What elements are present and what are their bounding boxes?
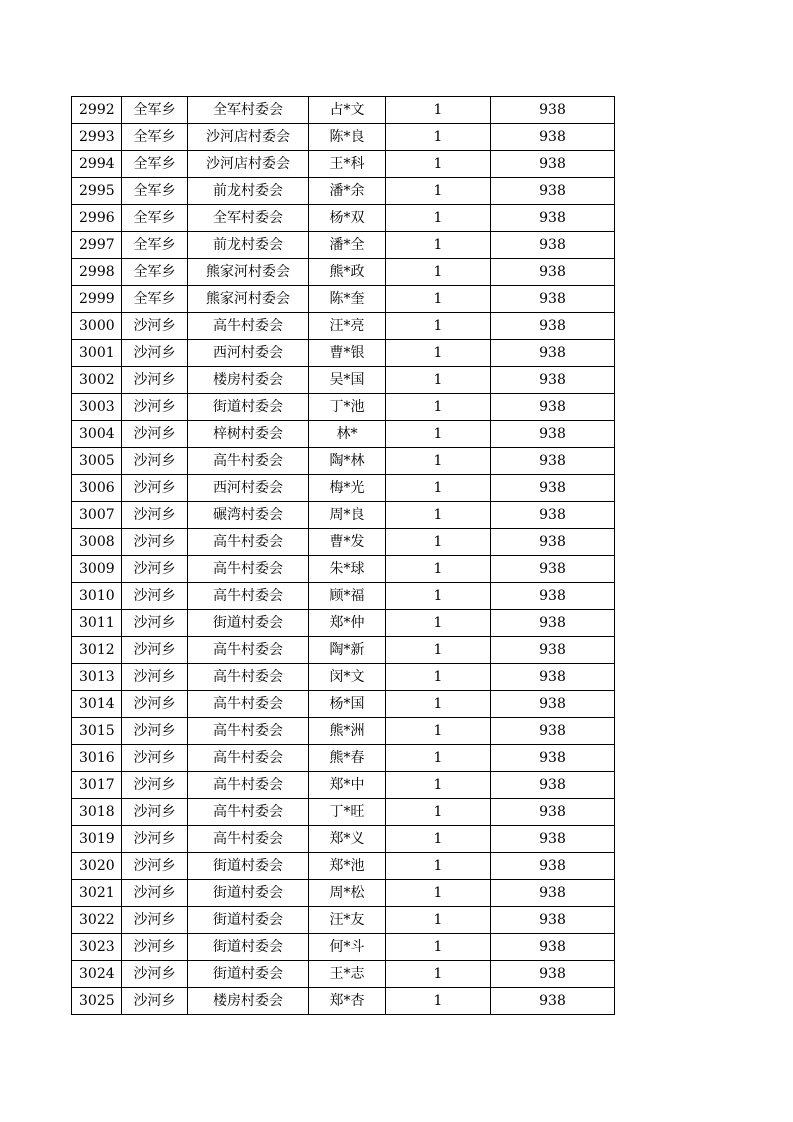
amount-cell: 938 (491, 502, 615, 529)
person-name-cell: 王*志 (309, 961, 386, 988)
table-row (72, 907, 615, 934)
village-committee-cell: 全军村委会 (188, 205, 309, 232)
amount-cell: 938 (491, 448, 615, 475)
row-number-cell: 3001 (72, 340, 122, 367)
table-row (72, 556, 615, 583)
amount-cell: 938 (491, 907, 615, 934)
village-committee-cell: 高牛村委会 (188, 556, 309, 583)
row-number-cell: 3021 (72, 880, 122, 907)
count-cell: 1 (386, 880, 491, 907)
count-cell: 1 (386, 340, 491, 367)
person-name-cell: 郑*仲 (309, 610, 386, 637)
table-row (72, 367, 615, 394)
village-committee-cell: 碾湾村委会 (188, 502, 309, 529)
table-row (72, 151, 615, 178)
township-cell: 沙河乡 (122, 880, 188, 907)
count-cell: 1 (386, 394, 491, 421)
township-cell: 沙河乡 (122, 448, 188, 475)
count-cell: 1 (386, 151, 491, 178)
township-cell: 沙河乡 (122, 853, 188, 880)
count-cell: 1 (386, 718, 491, 745)
village-committee-cell: 高牛村委会 (188, 772, 309, 799)
count-cell: 1 (386, 988, 491, 1015)
count-cell: 1 (386, 178, 491, 205)
village-committee-cell: 高牛村委会 (188, 664, 309, 691)
amount-cell: 938 (491, 826, 615, 853)
person-name-cell: 曹*发 (309, 529, 386, 556)
count-cell: 1 (386, 124, 491, 151)
table-row (72, 448, 615, 475)
person-name-cell: 何*斗 (309, 934, 386, 961)
table-row (72, 178, 615, 205)
amount-cell: 938 (491, 610, 615, 637)
count-cell: 1 (386, 826, 491, 853)
person-name-cell: 熊*春 (309, 745, 386, 772)
table-row (72, 961, 615, 988)
person-name-cell: 陈*良 (309, 124, 386, 151)
table-row (72, 772, 615, 799)
amount-cell: 938 (491, 124, 615, 151)
township-cell: 沙河乡 (122, 961, 188, 988)
amount-cell: 938 (491, 475, 615, 502)
person-name-cell: 周*松 (309, 880, 386, 907)
table-row (72, 286, 615, 313)
amount-cell: 938 (491, 421, 615, 448)
village-committee-cell: 高牛村委会 (188, 745, 309, 772)
table-row (72, 259, 615, 286)
person-name-cell: 占*文 (309, 97, 386, 124)
township-cell: 全军乡 (122, 286, 188, 313)
township-cell: 沙河乡 (122, 502, 188, 529)
village-committee-cell: 街道村委会 (188, 610, 309, 637)
row-number-cell: 3016 (72, 745, 122, 772)
amount-cell: 938 (491, 340, 615, 367)
amount-cell: 938 (491, 151, 615, 178)
township-cell: 全军乡 (122, 259, 188, 286)
row-number-cell: 3010 (72, 583, 122, 610)
table-row (72, 610, 615, 637)
table-row (72, 475, 615, 502)
township-cell: 沙河乡 (122, 745, 188, 772)
village-committee-cell: 熊家河村委会 (188, 286, 309, 313)
village-committee-cell: 高牛村委会 (188, 583, 309, 610)
village-committee-cell: 熊家河村委会 (188, 259, 309, 286)
person-name-cell: 梅*光 (309, 475, 386, 502)
row-number-cell: 3023 (72, 934, 122, 961)
amount-cell: 938 (491, 394, 615, 421)
table-row (72, 745, 615, 772)
amount-cell: 938 (491, 988, 615, 1015)
village-committee-cell: 高牛村委会 (188, 826, 309, 853)
row-number-cell: 3013 (72, 664, 122, 691)
village-committee-cell: 西河村委会 (188, 340, 309, 367)
township-cell: 沙河乡 (122, 772, 188, 799)
person-name-cell: 郑*杏 (309, 988, 386, 1015)
township-cell: 沙河乡 (122, 907, 188, 934)
row-number-cell: 3009 (72, 556, 122, 583)
count-cell: 1 (386, 232, 491, 259)
person-name-cell: 汪*亮 (309, 313, 386, 340)
row-number-cell: 3003 (72, 394, 122, 421)
table-row (72, 637, 615, 664)
person-name-cell: 杨*国 (309, 691, 386, 718)
township-cell: 沙河乡 (122, 529, 188, 556)
count-cell: 1 (386, 205, 491, 232)
village-committee-cell: 高牛村委会 (188, 529, 309, 556)
township-cell: 沙河乡 (122, 637, 188, 664)
amount-cell: 938 (491, 934, 615, 961)
person-name-cell: 杨*双 (309, 205, 386, 232)
village-committee-cell: 前龙村委会 (188, 232, 309, 259)
amount-cell: 938 (491, 880, 615, 907)
person-name-cell: 陶*新 (309, 637, 386, 664)
amount-cell: 938 (491, 259, 615, 286)
amount-cell: 938 (491, 97, 615, 124)
row-number-cell: 3025 (72, 988, 122, 1015)
village-committee-cell: 街道村委会 (188, 853, 309, 880)
person-name-cell: 顾*福 (309, 583, 386, 610)
person-name-cell: 丁*池 (309, 394, 386, 421)
count-cell: 1 (386, 637, 491, 664)
township-cell: 沙河乡 (122, 583, 188, 610)
amount-cell: 938 (491, 799, 615, 826)
person-name-cell: 郑*中 (309, 772, 386, 799)
table-row (72, 340, 615, 367)
count-cell: 1 (386, 313, 491, 340)
table-row (72, 232, 615, 259)
row-number-cell: 3007 (72, 502, 122, 529)
count-cell: 1 (386, 853, 491, 880)
count-cell: 1 (386, 286, 491, 313)
village-committee-cell: 高牛村委会 (188, 448, 309, 475)
person-name-cell: 汪*友 (309, 907, 386, 934)
village-committee-cell: 全军村委会 (188, 97, 309, 124)
row-number-cell: 3008 (72, 529, 122, 556)
township-cell: 全军乡 (122, 97, 188, 124)
row-number-cell: 2995 (72, 178, 122, 205)
count-cell: 1 (386, 529, 491, 556)
table-row (72, 421, 615, 448)
village-committee-cell: 街道村委会 (188, 934, 309, 961)
count-cell: 1 (386, 475, 491, 502)
township-cell: 全军乡 (122, 178, 188, 205)
amount-cell: 938 (491, 313, 615, 340)
table-row (72, 529, 615, 556)
amount-cell: 938 (491, 745, 615, 772)
amount-cell: 938 (491, 232, 615, 259)
row-number-cell: 3022 (72, 907, 122, 934)
row-number-cell: 3005 (72, 448, 122, 475)
count-cell: 1 (386, 259, 491, 286)
village-committee-cell: 高牛村委会 (188, 718, 309, 745)
township-cell: 沙河乡 (122, 988, 188, 1015)
township-cell: 沙河乡 (122, 691, 188, 718)
count-cell: 1 (386, 610, 491, 637)
person-name-cell: 熊*洲 (309, 718, 386, 745)
person-name-cell: 闵*文 (309, 664, 386, 691)
person-name-cell: 陶*林 (309, 448, 386, 475)
village-committee-cell: 沙河店村委会 (188, 151, 309, 178)
township-cell: 沙河乡 (122, 421, 188, 448)
count-cell: 1 (386, 961, 491, 988)
village-committee-cell: 高牛村委会 (188, 799, 309, 826)
row-number-cell: 2992 (72, 97, 122, 124)
roster-table (71, 96, 615, 1015)
row-number-cell: 2996 (72, 205, 122, 232)
count-cell: 1 (386, 691, 491, 718)
row-number-cell: 3020 (72, 853, 122, 880)
village-committee-cell: 街道村委会 (188, 880, 309, 907)
count-cell: 1 (386, 583, 491, 610)
person-name-cell: 丁*旺 (309, 799, 386, 826)
row-number-cell: 3006 (72, 475, 122, 502)
count-cell: 1 (386, 745, 491, 772)
count-cell: 1 (386, 556, 491, 583)
amount-cell: 938 (491, 205, 615, 232)
person-name-cell: 朱*球 (309, 556, 386, 583)
table-row (72, 691, 615, 718)
row-number-cell: 3011 (72, 610, 122, 637)
amount-cell: 938 (491, 367, 615, 394)
township-cell: 沙河乡 (122, 610, 188, 637)
township-cell: 沙河乡 (122, 556, 188, 583)
village-committee-cell: 楼房村委会 (188, 367, 309, 394)
count-cell: 1 (386, 907, 491, 934)
amount-cell: 938 (491, 718, 615, 745)
village-committee-cell: 街道村委会 (188, 394, 309, 421)
count-cell: 1 (386, 97, 491, 124)
count-cell: 1 (386, 367, 491, 394)
township-cell: 沙河乡 (122, 313, 188, 340)
amount-cell: 938 (491, 583, 615, 610)
township-cell: 沙河乡 (122, 826, 188, 853)
row-number-cell: 3019 (72, 826, 122, 853)
row-number-cell: 3015 (72, 718, 122, 745)
count-cell: 1 (386, 934, 491, 961)
row-number-cell: 3000 (72, 313, 122, 340)
table-row (72, 853, 615, 880)
village-committee-cell: 街道村委会 (188, 961, 309, 988)
amount-cell: 938 (491, 529, 615, 556)
table-row (72, 718, 615, 745)
row-number-cell: 2997 (72, 232, 122, 259)
count-cell: 1 (386, 772, 491, 799)
village-committee-cell: 楼房村委会 (188, 988, 309, 1015)
amount-cell: 938 (491, 853, 615, 880)
township-cell: 全军乡 (122, 205, 188, 232)
row-number-cell: 2998 (72, 259, 122, 286)
table-row (72, 205, 615, 232)
person-name-cell: 郑*义 (309, 826, 386, 853)
amount-cell: 938 (491, 556, 615, 583)
person-name-cell: 林* (309, 421, 386, 448)
table-row (72, 313, 615, 340)
township-cell: 沙河乡 (122, 934, 188, 961)
village-committee-cell: 高牛村委会 (188, 637, 309, 664)
village-committee-cell: 高牛村委会 (188, 313, 309, 340)
township-cell: 沙河乡 (122, 475, 188, 502)
row-number-cell: 3014 (72, 691, 122, 718)
table-row (72, 502, 615, 529)
row-number-cell: 2999 (72, 286, 122, 313)
township-cell: 沙河乡 (122, 340, 188, 367)
row-number-cell: 2993 (72, 124, 122, 151)
amount-cell: 938 (491, 961, 615, 988)
table-row (72, 934, 615, 961)
township-cell: 全军乡 (122, 151, 188, 178)
row-number-cell: 3024 (72, 961, 122, 988)
count-cell: 1 (386, 448, 491, 475)
row-number-cell: 3002 (72, 367, 122, 394)
count-cell: 1 (386, 799, 491, 826)
person-name-cell: 曹*银 (309, 340, 386, 367)
count-cell: 1 (386, 664, 491, 691)
amount-cell: 938 (491, 691, 615, 718)
township-cell: 全军乡 (122, 124, 188, 151)
table-row (72, 799, 615, 826)
table-row (72, 394, 615, 421)
table-row (72, 583, 615, 610)
person-name-cell: 王*科 (309, 151, 386, 178)
township-cell: 沙河乡 (122, 718, 188, 745)
row-number-cell: 3018 (72, 799, 122, 826)
amount-cell: 938 (491, 637, 615, 664)
village-committee-cell: 西河村委会 (188, 475, 309, 502)
township-cell: 沙河乡 (122, 664, 188, 691)
person-name-cell: 陈*奎 (309, 286, 386, 313)
person-name-cell: 郑*池 (309, 853, 386, 880)
table-row (72, 664, 615, 691)
amount-cell: 938 (491, 286, 615, 313)
person-name-cell: 熊*政 (309, 259, 386, 286)
table-row (72, 826, 615, 853)
person-name-cell: 潘*全 (309, 232, 386, 259)
person-name-cell: 周*良 (309, 502, 386, 529)
amount-cell: 938 (491, 178, 615, 205)
row-number-cell: 3004 (72, 421, 122, 448)
township-cell: 沙河乡 (122, 367, 188, 394)
amount-cell: 938 (491, 772, 615, 799)
table-row (72, 880, 615, 907)
table-row (72, 988, 615, 1015)
count-cell: 1 (386, 421, 491, 448)
row-number-cell: 3012 (72, 637, 122, 664)
township-cell: 全军乡 (122, 232, 188, 259)
township-cell: 沙河乡 (122, 799, 188, 826)
table-row (72, 124, 615, 151)
roster-table-body (72, 97, 615, 1015)
village-committee-cell: 前龙村委会 (188, 178, 309, 205)
count-cell: 1 (386, 502, 491, 529)
township-cell: 沙河乡 (122, 394, 188, 421)
village-committee-cell: 梓树村委会 (188, 421, 309, 448)
village-committee-cell: 街道村委会 (188, 907, 309, 934)
table-row (72, 97, 615, 124)
row-number-cell: 3017 (72, 772, 122, 799)
person-name-cell: 潘*余 (309, 178, 386, 205)
amount-cell: 938 (491, 664, 615, 691)
village-committee-cell: 沙河店村委会 (188, 124, 309, 151)
person-name-cell: 吴*国 (309, 367, 386, 394)
village-committee-cell: 高牛村委会 (188, 691, 309, 718)
row-number-cell: 2994 (72, 151, 122, 178)
